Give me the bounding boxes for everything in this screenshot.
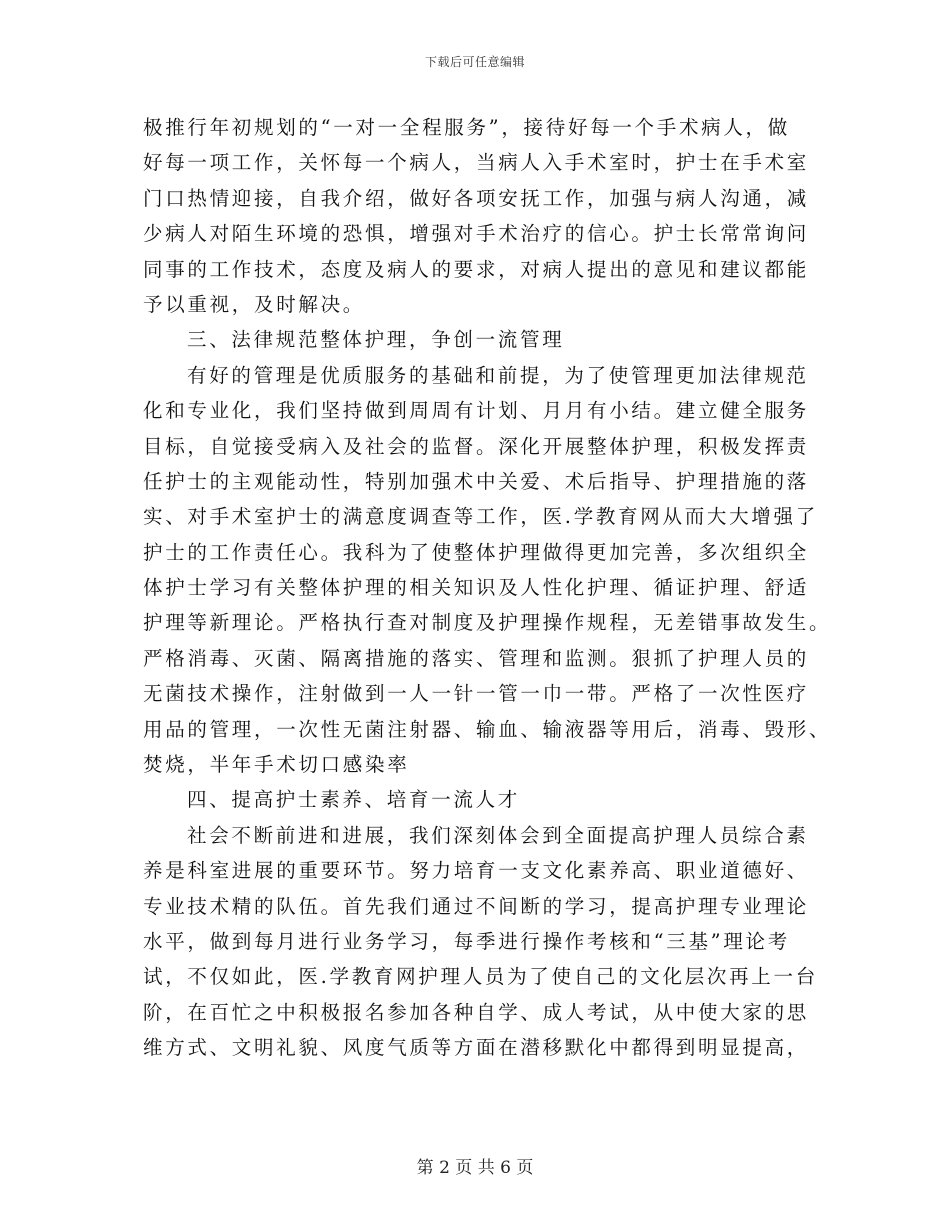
text-line: 阶，在百忙之中积极报名参加各种自学、成人考试，从中使大家的思: [143, 1000, 810, 1024]
text-line: 护士的工作责任心。我科为了使整体护理做得更加完善，多次组织全: [143, 540, 810, 564]
text-line: 任护士的主观能动性，特别加强术中关爱、术后指导、护理措施的落: [143, 469, 810, 493]
paragraph-start: 社会不断前进和进展，我们深刻体会到全面提高护理人员综合素: [187, 823, 809, 847]
text-line: 门口热情迎接，自我介绍，做好各项安抚工作，加强与病人沟通，减: [143, 186, 810, 210]
text-line: 试，不仅如此，医.学教育网护理人员为了使自己的文化层次再上一台: [143, 965, 818, 989]
text-line: 目标，自觉接受病入及社会的监督。深化开展整体护理，积极发挥责: [143, 434, 810, 458]
text-line: 少病人对陌生环境的恐惧，增强对手术治疗的信心。护士长常常询问: [143, 222, 810, 246]
text-line: 无菌技术操作，注射做到一人一针一管一巾一带。严格了一次性医疗: [143, 682, 810, 706]
text-line: 维方式、文明礼貌、风度气质等方面在潜移默化中都得到明显提高，: [143, 1036, 810, 1060]
text-line: 体护士学习有关整体护理的相关知识及人性化护理、循证护理、舒适: [143, 576, 810, 600]
section-heading: 三、法律规范整体护理，争创一流管理: [187, 328, 565, 352]
text-line: 实、对手术室护士的满意度调查等工作，医.学教育网从而大大增强了: [143, 505, 818, 529]
text-line: 用品的管理，一次性无菌注射器、输血、输液器等用后，消毒、毁形、: [143, 717, 832, 741]
text-line: 水平，做到每月进行业务学习，每季进行操作考核和“三基”理论考: [143, 929, 790, 953]
text-line: 化和专业化，我们坚持做到周周有计划、月月有小结。建立健全服务: [143, 399, 810, 423]
text-line: 严格消毒、灭菌、隔离措施的落实、管理和监测。狠抓了护理人员的: [143, 646, 810, 670]
text-line: 养是科室进展的重要环节。努力培育一支文化素养高、职业道德好、: [143, 859, 810, 883]
paragraph-start: 有好的管理是优质服务的基础和前提，为了使管理更加法律规范: [187, 363, 809, 387]
text-line: 同事的工作技术，态度及病人的要求，对病人提出的意见和建议都能: [143, 257, 810, 281]
text-line: 焚烧，半年手术切口感染率: [143, 753, 410, 777]
text-line: 极推行年初规划的“一对一全程服务”，接待好每一个手术病人，做: [143, 116, 790, 139]
text-line: 专业技术精的队伍。首先我们通过不间断的学习，提高护理专业理论: [143, 894, 810, 918]
text-line: 护理等新理论。严格执行查对制度及护理操作规程，无差错事故发生。: [143, 611, 832, 635]
body-text: [143, 110, 832, 1066]
section-heading: 四、提高护士素养、培育一流人才: [187, 788, 521, 812]
text-line: 好每一项工作，关怀每一个病人，当病人入手术室时，护士在手术室: [143, 151, 810, 175]
page-header: 下载后可任意编辑: [424, 55, 525, 69]
page-footer: 第 2 页 共 6 页: [416, 1158, 534, 1178]
text-line: 予以重视，及时解决。: [143, 292, 366, 316]
